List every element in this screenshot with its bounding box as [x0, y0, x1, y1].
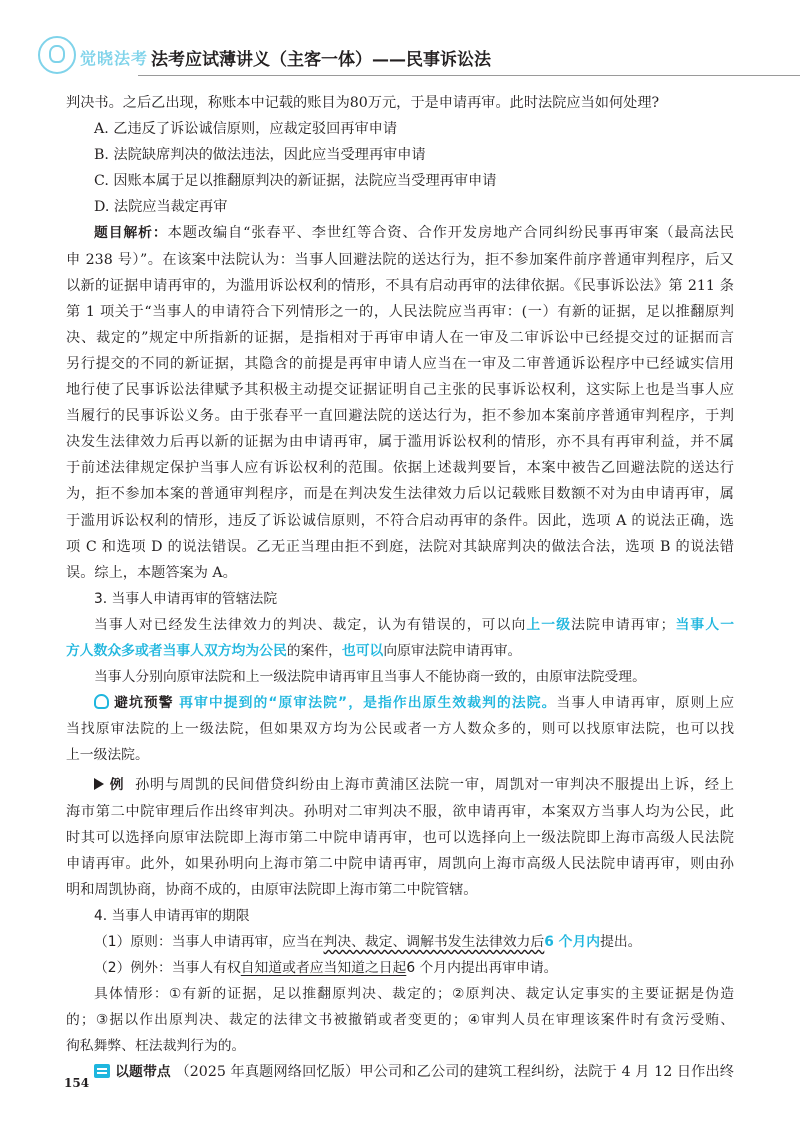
jurisdiction-rule: 当事人对已经发生法律效力的判决、裁定，认为有错误的，可以向上一级法院申请再审；当事人一 — [94, 616, 734, 633]
analysis-line: 决发生法律效力后再以新的证据为由申请再审，属于滥用诉讼权利的情形，亦不具有再审利益，并不属 — [66, 434, 734, 451]
analysis-line: 于滥用诉讼权利的情形，违反了诉讼诚信原则，不符合启动再审的条件。因此，选项 A 的说法正确，选 — [66, 512, 734, 529]
example-line: 海市第二中院审理后作出终审判决。孙明对二审判决不服，欲申请再审，本案双方当事人均为公民，此 — [66, 803, 734, 820]
warning-box: 避坑预警 再审中提到的“原审法院”，是指作出原生效裁判的法院。当事人申请再审，原则上应 — [66, 690, 734, 716]
brand-name: 觉晓法考 — [80, 49, 149, 68]
analysis-line: 当履行的民事诉讼义务。由于张春平一直回避法院的送达行为，拒不参加本案前序普通审判程序，于判 — [66, 408, 734, 425]
analysis-line: 为，拒不参加本案的普通审判程序，而是在判决发生法律效力后以记载账目数额不对为由申请再审，属 — [66, 486, 734, 503]
option-c: C. 因账本属于足以推翻原判决的新证据，法院应当受理再审申请 — [94, 173, 497, 190]
option-a: A. 乙违反了诉讼诚信原则，应裁定驳回再审申请 — [94, 121, 398, 138]
warning-text: 上一级法院。 — [66, 747, 149, 764]
analysis-line: 决、裁定的”规定中所指新的证据，是指相对于再审申请人在一审及二审诉讼中已经提交过的证据而言 — [66, 329, 734, 346]
analysis-line: 申 238 号）”。在该案中法院认为：当事人回避法院的送达行为，拒不参加案件前序普通审判程序，后又 — [66, 251, 734, 268]
deadline-rule: （1）原则：当事人申请再审，应当在判决、裁定、调解书发生法律效力后6 个月内提出。 — [94, 934, 642, 950]
specific-cases: 的；③据以作出原判决、裁定的法律文书被撤销或者变更的；④审判人员在审理该案件时有贪污受贿、 — [66, 1012, 734, 1029]
analysis-line: 题目解析：本题改编自“张春平、李世红等合资、合作开发房地产合同纠纷民事再审案（最高法民 — [94, 225, 734, 242]
specific-cases: 具体情形：①有新的证据，足以推翻原判决、裁定的；②原判决、裁定认定事实的主要证据是伪造 — [94, 986, 734, 1003]
arrow-right-icon — [94, 778, 104, 790]
warning-label: 避坑预警 — [113, 695, 174, 712]
analysis-line: 以新的证据申请再审的，为滥用诉讼权利的情形，不具有启动再审的法律依据。《民事诉讼法》第 211 条 — [66, 277, 734, 294]
analysis-line: 于前述法律规定保护当事人应有诉讼权利的范围。依据上述裁判要旨，本案中被告乙回避法院的送达行 — [66, 460, 734, 477]
deadline-exception: （2）例外：当事人有权自知道或者应当知道之日起6 个月内提出再审申请。 — [94, 960, 558, 977]
example-line: 例 孙明与周凯的民间借贷纠纷由上海市黄浦区法院一审，周凯对一审判决不服提出上诉，经上 — [66, 772, 734, 798]
example-line: 明和周凯协商，协商不成的，由原审法院即上海市第二中院管辖。 — [66, 881, 478, 898]
practice-question: 以题带点 （2025 年真题网络回忆版）甲公司和乙公司的建筑工程纠纷，法院于 4 月 12 日作出终 — [66, 1059, 734, 1085]
page-header — [30, 34, 800, 78]
section-heading: 4. 当事人申请再审的期限 — [94, 907, 250, 924]
jurisdiction-rule: 方人数众多或者当事人双方均为公民的案件，也可以向原审法院申请再审。 — [66, 642, 522, 659]
analysis-line: 项 C 和选项 D 的说法错误。乙无正当理由拒不到庭，法院对其缺席判决的做法合法，选项 B 的说法错 — [66, 538, 734, 555]
warning-text: 当找原审法院的上一级法院，但如果双方均为公民或者一方人数众多的，则可以找原审法院，也可以找 — [66, 721, 734, 738]
section-heading: 3. 当事人申请再审的管辖法院 — [94, 590, 278, 607]
example-line: 申请再审。此外，如果孙明向上海市第二中院申请再审，周凯向上海市高级人民法院申请再审，则由孙 — [66, 855, 734, 872]
page-number: 154 — [64, 1076, 90, 1090]
page-content — [66, 90, 734, 1086]
analysis-line: 第 1 项关于“当事人的申请符合下列情形之一的，人民法院应当再审：(一）有新的证据，足以推翻原判 — [66, 303, 734, 320]
judge-face-icon — [38, 36, 76, 74]
analysis-line: 地行使了民事诉讼法律赋予其积极主动提交证据证明自己主张的民事诉讼权利，这实际上也是当事人应 — [66, 382, 734, 399]
practice-label: 以题带点 — [115, 1064, 171, 1081]
example-line: 时其可以选择向原审法院即上海市第二中院申请再审，也可以选择向上一级法院即上海市高级人民法院 — [66, 829, 734, 846]
analysis-label: 题目解析： — [94, 225, 168, 242]
question-stem: 判决书。之后乙出现，称账本中记载的账目为80万元，于是申请再审。此时法院应当如何处理? — [66, 95, 660, 111]
option-d: D. 法院应当裁定再审 — [94, 199, 228, 216]
analysis-line: 误。综上，本题答案为 A。 — [66, 564, 237, 581]
header-divider — [138, 75, 800, 76]
jurisdiction-note: 当事人分别向原审法院和上一级法院申请再审且当事人不能协商一致的，由原审法院受理。 — [94, 669, 646, 686]
example-label: 例 — [109, 777, 125, 794]
book-icon — [94, 1064, 110, 1078]
book-title: 法考应试薄讲义（主客一体）——民事诉讼法 — [151, 50, 491, 70]
option-b: B. 法院缺席判决的做法违法，因此应当受理再审申请 — [94, 147, 426, 164]
lightbulb-icon — [94, 694, 109, 709]
analysis-line: 另行提交的不同的新证据，其隐含的前提是再审申请人应当在一审及二审普通诉讼程序中已经诚实信用 — [66, 355, 734, 372]
specific-cases: 徇私舞弊、枉法裁判行为的。 — [66, 1038, 246, 1055]
